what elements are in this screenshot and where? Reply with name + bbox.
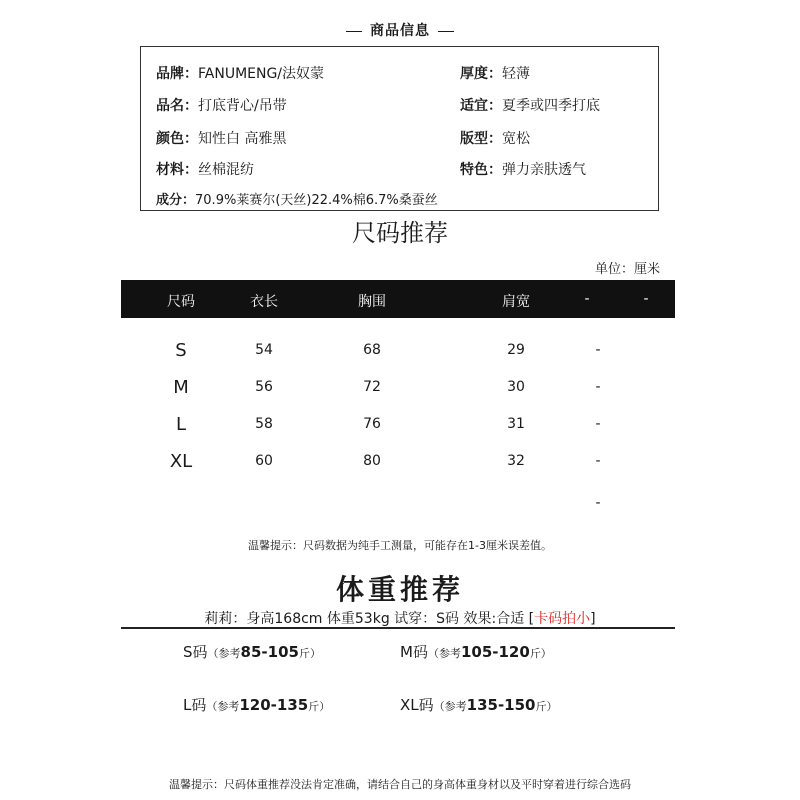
heading-dash-right [438, 31, 454, 32]
weight-title: 体重推荐 [335, 573, 464, 606]
header-chest: 胸围 [358, 294, 386, 310]
size-chart-title: 尺码推荐 [352, 219, 448, 247]
product-info-title: 商品信息 [370, 23, 430, 39]
weight-item-s: S码（参考85-105斤） [183, 643, 321, 661]
weight-tip: 温馨提示：尺码体重推荐没法肯定准确，请结合自己的身高体重身材以及平时穿着进行综合选码 [169, 778, 631, 791]
info-fit: 版型：宽松 [460, 131, 530, 147]
info-thickness: 厚度：轻薄 [460, 66, 530, 82]
info-season: 适宜：夏季或四季打底 [460, 98, 600, 114]
fit-note: 卡码拍小 [534, 611, 591, 627]
header-extra-1: - [584, 291, 590, 307]
info-brand: 品牌：FANUMENG/法奴蒙 [156, 66, 325, 82]
info-feature: 特色：弹力亲肤透气 [460, 162, 586, 178]
info-product-name: 品名：打底背心/吊带 [156, 98, 287, 114]
info-color: 颜色：知性白 高雅黑 [156, 131, 287, 147]
info-material: 材料：丝棉混纺 [156, 162, 254, 178]
heading-dash-left [346, 31, 362, 32]
measurement-tip: 温馨提示：尺码数据为纯手工测量，可能存在1-3厘米误差值。 [248, 539, 552, 552]
header-length: 衣长 [250, 294, 278, 310]
divider [121, 627, 675, 629]
product-info-box [140, 46, 659, 211]
unit-label: 单位：厘米 [595, 262, 661, 277]
header-extra-2: - [643, 291, 649, 307]
weight-item-m: M码（参考105-120斤） [400, 643, 552, 661]
header-size: 尺码 [167, 294, 195, 310]
product-info-heading [0, 20, 800, 40]
header-shoulder: 肩宽 [502, 294, 530, 310]
weight-item-xl: XL码（参考135-150斤） [400, 696, 558, 714]
info-composition: 成分：70.9%莱赛尔(天丝)22.4%棉6.7%桑蚕丝 [156, 193, 438, 208]
size-table-header [121, 280, 675, 318]
weight-item-l: L码（参考120-135斤） [183, 696, 331, 714]
model-fit-line: 莉莉：身高168cm 体重53kg 试穿：S码 效果:合适 [卡码拍小] [204, 611, 596, 627]
